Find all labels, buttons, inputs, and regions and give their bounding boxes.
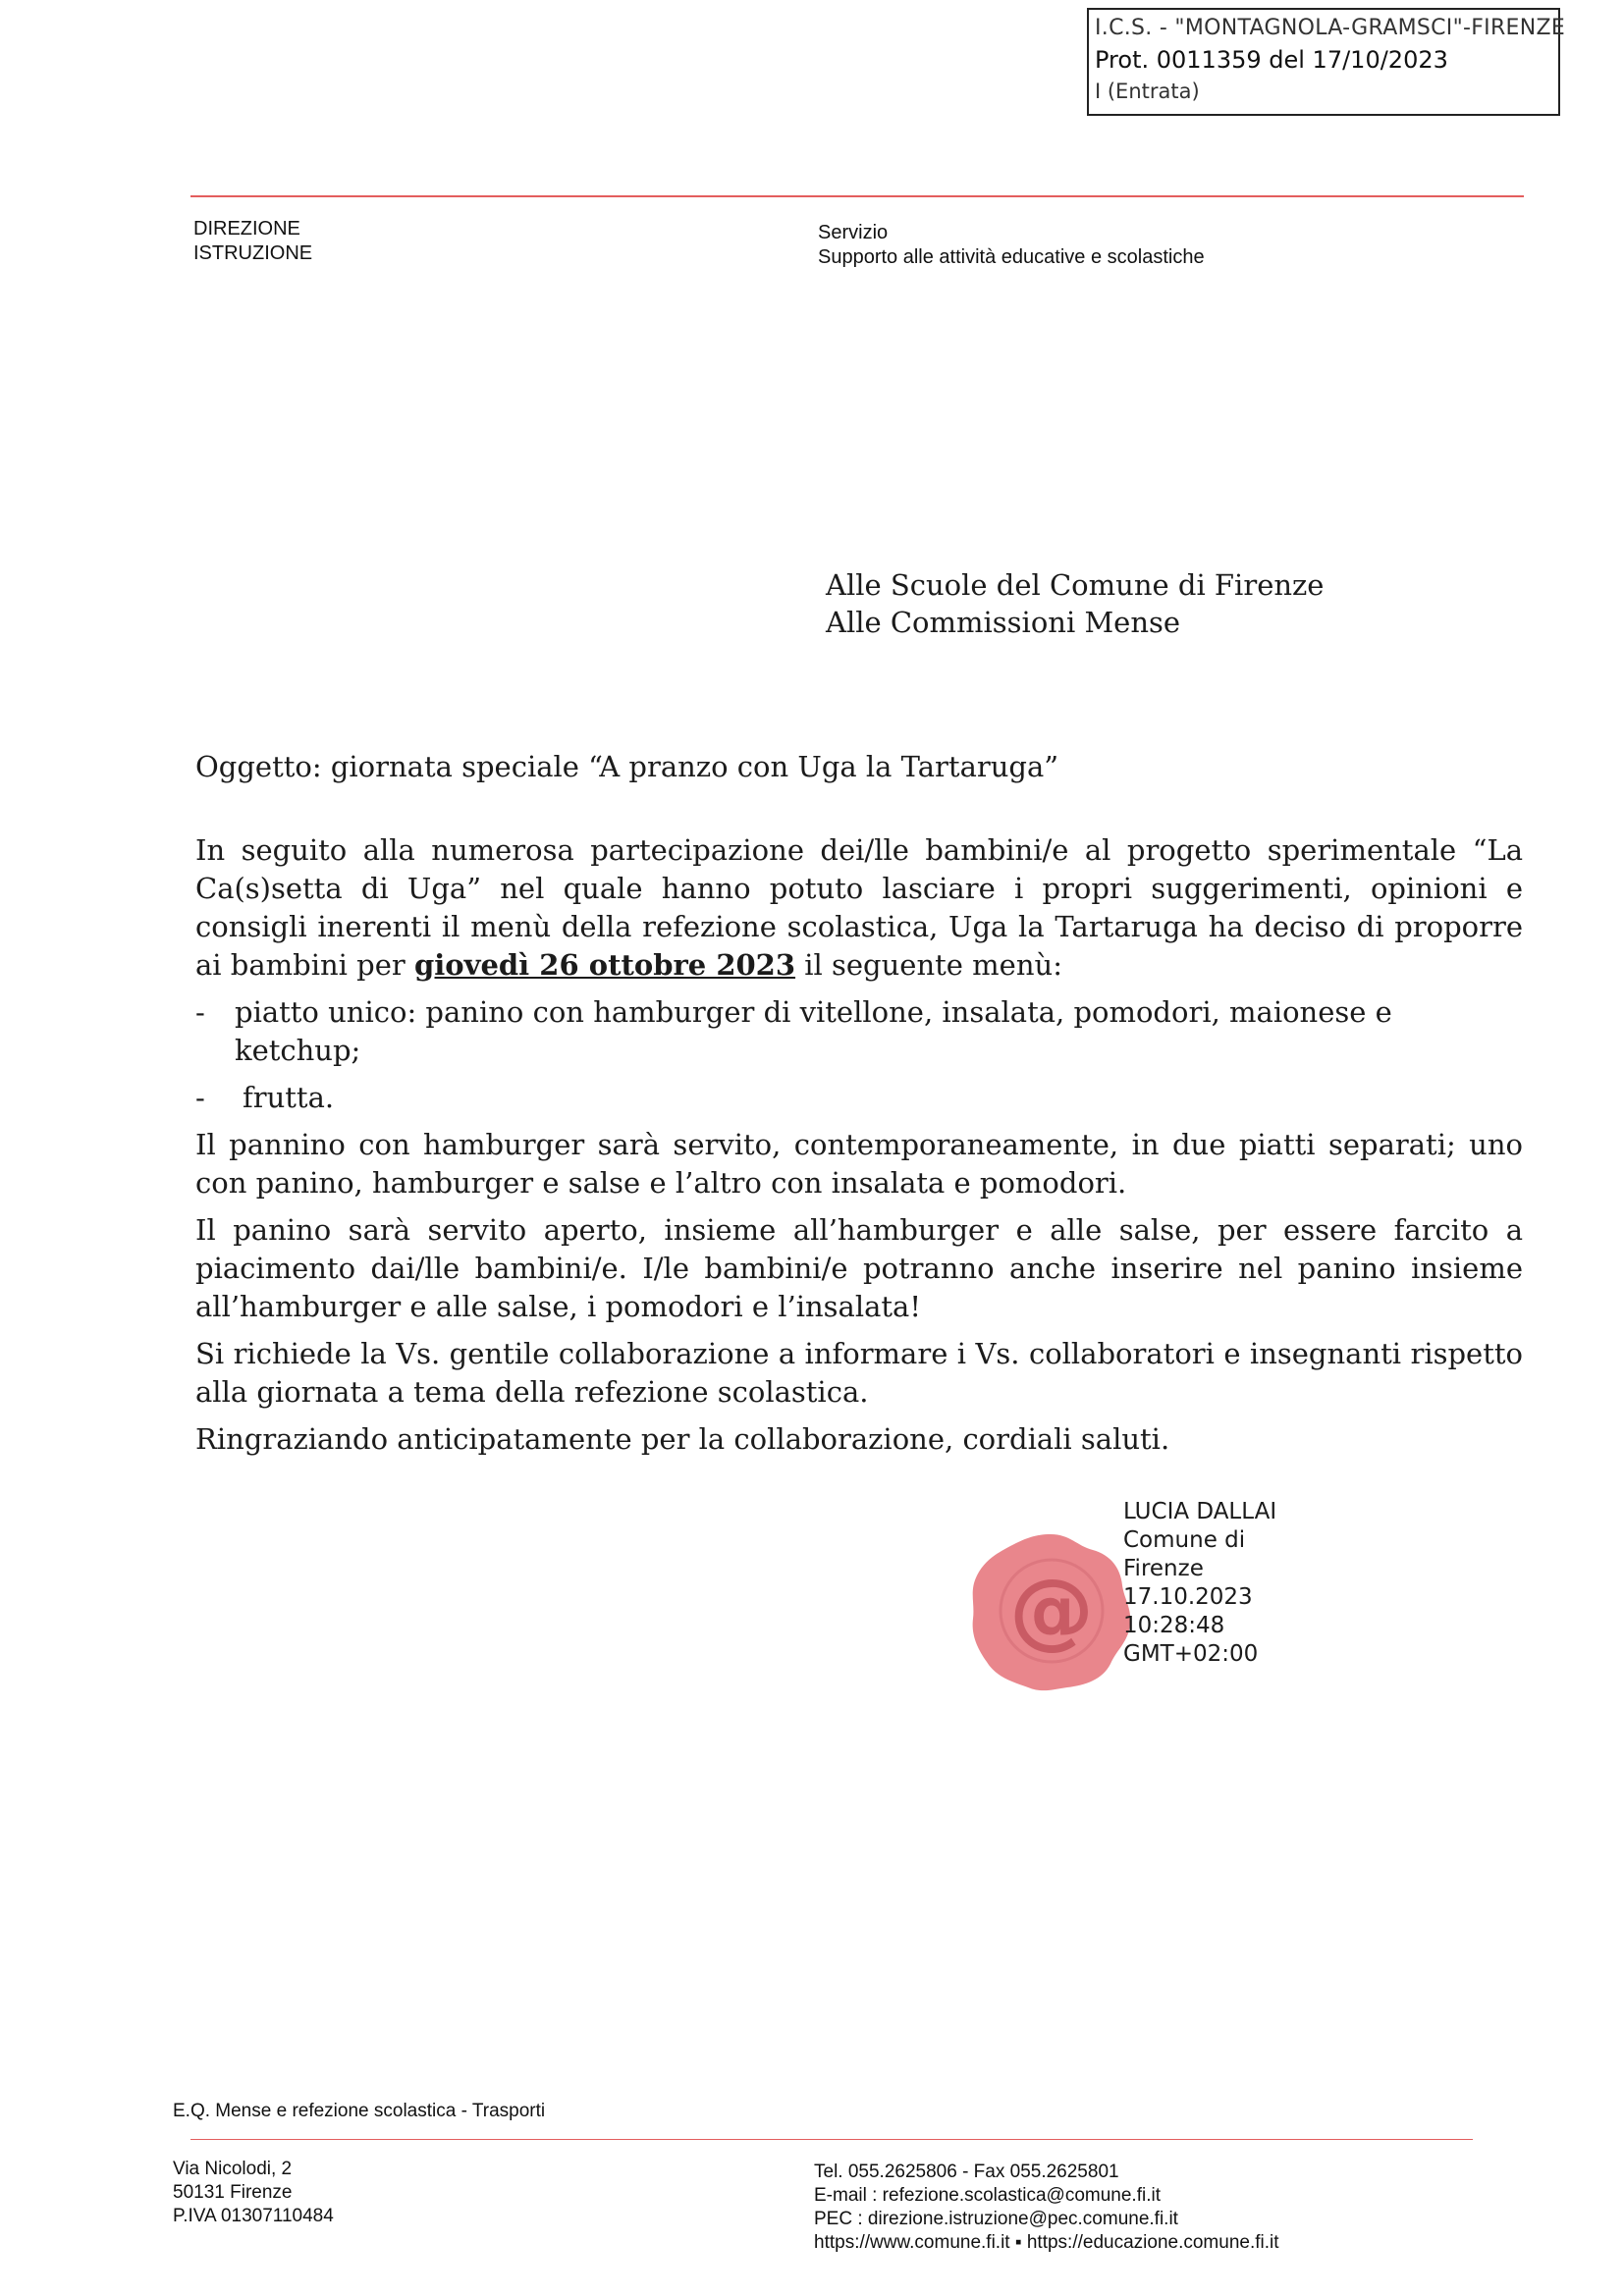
- intro-paragraph: [195, 831, 1523, 985]
- intro-end-text: il seguente menù:: [795, 948, 1062, 982]
- service-line-2: Supporto alle attività educative e scolastiche: [818, 246, 1205, 268]
- protocol-school: I.C.S. - "MONTAGNOLA-GRAMSCI"-FIRENZE: [1095, 16, 1566, 40]
- body-paragraph: Il panino sarà servito aperto, insieme all’hamburger e alle salse, per essere farcito a piacimento dai/lle bambini/e. I/le bambini/e potranno anche inserire nel panino insieme all’hamburger e alle salse, i pomodori e l’insalata!: [195, 1213, 1523, 1323]
- footer-address: [173, 2158, 334, 2228]
- closing-paragraph: Ringraziando anticipatamente per la collaborazione, cordiali saluti.: [195, 1422, 1170, 1456]
- address-line-1: Via Nicolodi, 2: [173, 2159, 293, 2179]
- svg-text:@: @: [1009, 1561, 1094, 1659]
- signer-org-line-2: Firenze: [1123, 1556, 1204, 1581]
- department-line-2: ISTRUZIONE: [193, 242, 313, 264]
- vat-number: P.IVA 01307110484: [173, 2206, 334, 2226]
- letter-body: [195, 831, 1523, 1468]
- protocol-number: Prot. 0011359 del 17/10/2023: [1095, 46, 1448, 74]
- menu-item: [195, 1079, 1523, 1117]
- footer-divider: [190, 2139, 1473, 2140]
- signature-timezone: GMT+02:00: [1123, 1641, 1259, 1667]
- service-line-1: Servizio: [818, 222, 889, 243]
- menu-item-text: frutta.: [243, 1081, 335, 1114]
- intro-text: In seguito alla numerosa partecipazione dei/lle bambini/e al progetto sperimentale “La Ca(s)setta di Uga” nel quale hanno potuto lasciare i propri suggerimenti, opinioni e consigli inerenti il menù della refezione scolastica, Uga la Tartaruga ha deciso di proporre ai bambini per: [195, 833, 1523, 982]
- email-link[interactable]: E-mail : refezione.scolastica@comune.fi.it: [814, 2185, 1161, 2206]
- header-divider: [190, 195, 1524, 197]
- website-links[interactable]: https://www.comune.fi.it ▪ https://educazione.comune.fi.it: [814, 2232, 1279, 2253]
- digital-signature-seal-icon: [967, 1528, 1134, 1695]
- signature-block: [1123, 1498, 1276, 1669]
- body-paragraph: Il pannino con hamburger sarà servito, contemporaneamente, in due piatti separati; uno con panino, hamburger e salse e l’altro con insalata e pomodori.: [195, 1128, 1523, 1200]
- signature-date: 17.10.2023: [1123, 1584, 1253, 1610]
- service-header: [818, 221, 1205, 270]
- recipients-block: [826, 566, 1324, 641]
- protocol-direction: I (Entrata): [1095, 80, 1200, 103]
- pec-link[interactable]: PEC : direzione.istruzione@pec.comune.fi.it: [814, 2209, 1178, 2229]
- event-date: giovedì 26 ottobre 2023: [413, 948, 796, 982]
- menu-item: [195, 993, 1523, 1070]
- department-header: [193, 217, 312, 266]
- menu-item-text: piatto unico: panino con hamburger di vitellone, insalata, pomodori, maionese e ketchup;: [235, 995, 1392, 1067]
- signer-name: LUCIA DALLAI: [1123, 1499, 1277, 1524]
- phone-fax: Tel. 055.2625806 - Fax 055.2625801: [814, 2162, 1119, 2182]
- protocol-stamp: [1087, 8, 1566, 116]
- address-line-2: 50131 Firenze: [173, 2182, 293, 2203]
- bullet-marker: -: [195, 995, 205, 1029]
- signer-org-line-1: Comune di: [1123, 1527, 1246, 1553]
- signature-time: 10:28:48: [1123, 1613, 1225, 1638]
- footer-office: E.Q. Mense e refezione scolastica - Trasporti: [173, 2101, 546, 2121]
- recipient-line: Alle Scuole del Comune di Firenze: [826, 568, 1325, 602]
- recipient-line: Alle Commissioni Mense: [826, 606, 1181, 639]
- letter-subject: Oggetto: giornata speciale “A pranzo con Uga la Tartaruga”: [195, 750, 1059, 783]
- footer-contacts: [814, 2161, 1279, 2255]
- body-paragraph: Si richiede la Vs. gentile collaborazione a informare i Vs. collaboratori e insegnanti rispetto alla giornata a tema della refezione scolastica.: [195, 1337, 1523, 1409]
- department-line-1: DIREZIONE: [193, 218, 300, 240]
- bullet-marker: -: [195, 1081, 205, 1114]
